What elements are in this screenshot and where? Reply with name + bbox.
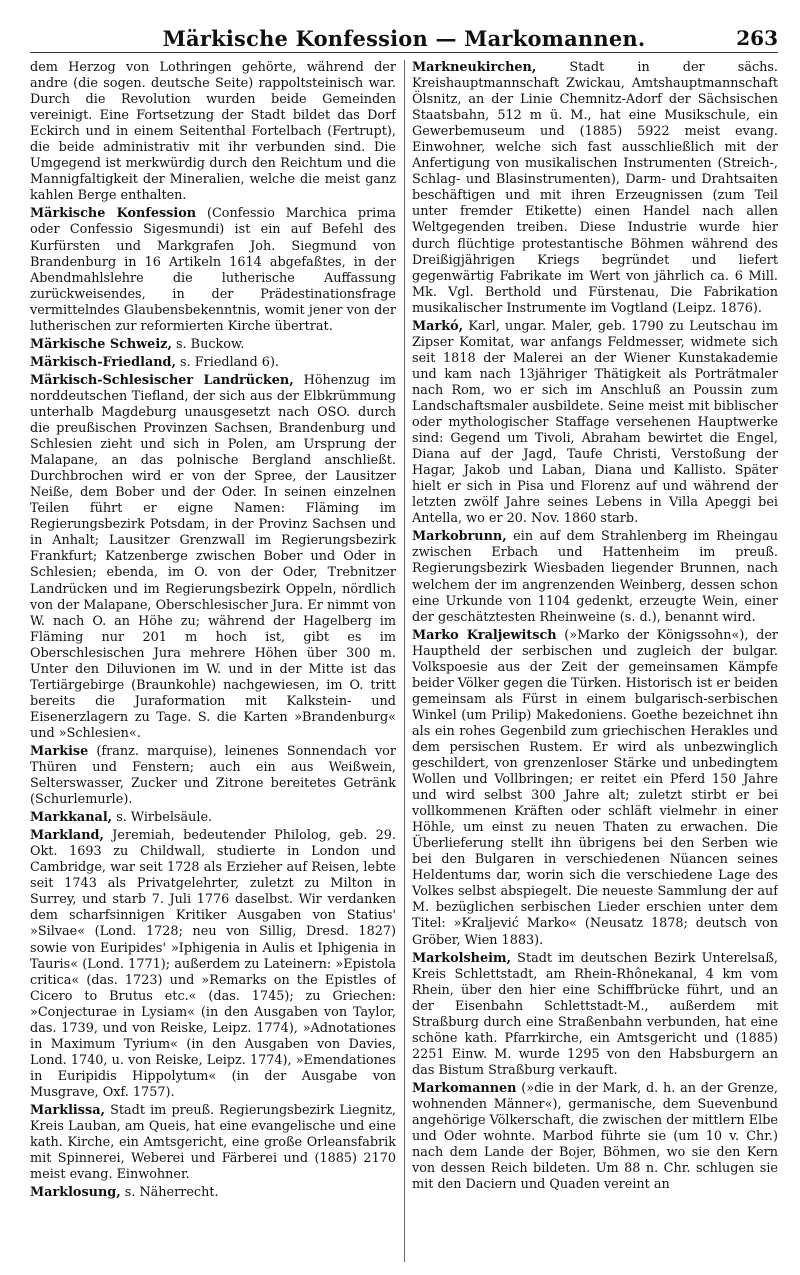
dictionary-entry <box>30 206 396 334</box>
dictionary-entry <box>30 355 396 371</box>
entry-text: Stadt im deutschen Bezirk Unterelsaß, Kreis Schlettstadt, am Rhein-Rhônekanal, 4 km vom Rhein, über den hier eine Schiffbrücke führt, und an der Eisenbahn Schlettstadt-M., außerdem mit Straßburg durch eine Straßenbahn verbunden, hat eine schöne kath. Pfarrkirche, ein Amtsgericht und (1885) 2251 Einw. M. wurde 1295 von den Habsburgern an das Bistum Straßburg verkauft. <box>412 950 778 1078</box>
entry-text: s. Buckow. <box>171 336 245 352</box>
entry-text: (Confessio Marchica prima oder Confessio Sigesmundi) ist ein auf Befehl des Kurfürsten und Markgrafen Joh. Siegmund von Brandenburg in 16 Artikeln 1614 abgefaßtes, in der Abendmahlslehre die lutherische Auffassung zurückweisendes, in der Prädestinationsfrage vermittelndes Glaubensbekenntnis, womit jener von der lutherischen zur reformierten Kirche übertrat. <box>30 206 396 334</box>
entry-text: Stadt in der sächs. Kreishauptmannschaft Zwickau, Amtshauptmannschaft Ölsnitz, an der Linie Chemnitz-Adorf der Sächsischen Staatsbahn, 512 m ü. M., hat eine Musikschule, ein Gewerbemuseum und (1885) 5922 meist evang. Einwohner, welche sich fast ausschließlich mit der Anfertigung von musikalischen Instrumenten (Streich-, Schlag- und Blasinstrumenten), Darm- und Drahtsaiten beschäftigen und mit ihren Erzeugnissen (zum Teil unter fremder Etikette) einen Handel nach allen Weltgegenden treiben. Diese Industrie wurde hier durch flüchtige protestantische Böhmen während des Dreißigjährigen Kriegs begründet und liefert gegenwärtig Fabrikate im Wert von jährlich ca. 6 Mill. Mk. Vgl. Berthold und Fürstenau, Die Fabrikation musikalischer Instrumente im Vogtland (Leipz. 1876). <box>412 60 778 316</box>
dictionary-entry <box>30 1103 396 1183</box>
entry-headword: Markneukirchen, <box>412 60 537 75</box>
page-number: 263 <box>736 26 778 50</box>
entry-text: s. Näherrecht. <box>120 1185 219 1201</box>
entry-headword: Markó, <box>412 318 464 334</box>
dictionary-entry <box>412 60 778 317</box>
entry-headword: Markomannen <box>412 1080 517 1096</box>
entry-text: (»Marko der Königssohn«), der Hauptheld der serbischen und zugleich der bulgar. Volkspoesie aus der Zeit der gemeinsamen Kämpfe beider Völker gegen die Türken. Historisch ist er beiden gemeinsam als Fürst in einem bulgarisch-serbischen Winkel (um Prilip) Makedoniens. Goethe bezeichnet ihn als ein rohes Gegenbild zum griechischen Herakles und dem persischen Rustem. Er wird als unbezwinglich geschildert, von grenzenloser Stärke und unbedingtem Wollen und Vollbringen; er reitet ein Pferd 150 Jahre und wird selbst 300 Jahre alt; zuletzt stirbt er bei vollkommenen Kräften oder schläft vielmehr in einer Höhle, um einst zu neuen Thaten zu erwachen. Die Überlieferung stellt ihn übrigens bei den Serben wie bei den Bulgaren in verschiedenen Nüancen seines Heldentums dar, worin sich die verschiedene Lage des Volkes selbst abspiegelt. Die neueste Sammlung der auf M. bezüglichen serbischen Lieder erschien unter dem Titel: »Kraljević Marko« (Neusatz 1878; deutsch von Gröber, Wien 1883). <box>412 627 778 948</box>
dictionary-entry <box>30 744 396 808</box>
entry-headword: Marklosung, <box>30 1185 121 1201</box>
entry-text: (franz. marquise), leinenes Sonnendach vor Thüren und Fenstern; auch ein aus Weißwein, Selterswasser, Zucker und Zitrone bereitetes Getränk (Schurlemurle). <box>30 743 396 808</box>
entry-headword: Märkische Schweiz, <box>30 336 172 352</box>
entry-text: (»die in der Mark, d. h. an der Grenze, wohnenden Männer«), germanische, dem Suevenbund angehörige Völkerschaft, die zwischen der mittlern Elbe und Oder wohnte. Marbod führte sie (um 10 v. Chr.) nach dem Lande der Bojer, Böhmen, wo sie den Kern von dessen Reich bildeten. Um 88 n. Chr. schlugen sie mit den Daciern und Quaden vereint an <box>412 1080 778 1193</box>
entry-text: Jeremiah, bedeutender Philolog, geb. 29. Okt. 1693 zu Childwall, studierte in London und Cambridge, war seit 1728 als Erzieher auf Reisen, lebte seit 1743 als Privatgelehrter, zuletzt zu Milton in Surrey, und starb 7. Juli 1776 daselbst. Wir verdanken dem scharfsinnigen Kritiker Ausgaben von Statius' »Silvae« (Lond. 1728; neu von Sillig, Dresd. 1827) sowie von Euripides' »Iphigenia in Aulis et Iphigenia in Tauris« (Lond. 1771); außerdem zu Lateinern: »Epistola critica« (das. 1723) und »Remarks on the Epistles of Cicero to Brutus etc.« (das. 1745); zu Griechen: »Conjecturae in Lysiam« (in den Ausgaben von Taylor, das. 1739, und von Reiske, Leipz. 1774), »Adnotationes in Maximum Tyrium« (in den Ausgaben von Davies, Lond. 1740, u. von Reiske, Leipz. 1774), »Emendationes in Euripidis Hippolytum« (in der Ausgabe von Musgrave, Oxf. 1757). <box>30 828 396 1100</box>
dictionary-entry <box>30 828 396 1101</box>
dictionary-entry <box>30 337 396 353</box>
dictionary-entry <box>30 810 396 826</box>
entry-text: Höhenzug im norddeutschen Tiefland, der sich aus der Elbkrümmung unterhalb Magdeburg unausgesetzt nach OSO. durch die preußischen Provinzen Sachsen, Brandenburg und Schlesien zieht und sich in Polen, am Ursprung der Malapane, an das polnische Bergland anschließt. Durchbrochen wird er von der Spree, der Lausitzer Neiße, dem Bober und der Oder. In seinen einzelnen Teilen führt er eigne Namen: Fläming im Regierungsbezirk Potsdam, in der Provinz Sachsen und in Anhalt; Lausitzer Grenzwall im Regierungsbezirk Frankfurt; Katzenberge zwischen Bober und Oder in Schlesien; ebenda, im O. von der Oder, Trebnitzer Landrücken und im Regierungsbezirk Oppeln, nördlich von der Malapane, Oberschlesischer Jura. Er nimmt von W. nach O. an Höhe zu; während der Hagelberg im Fläming nur 201 m hoch ist, gibt es im Oberschlesischen Jura mehrere Höhen über 300 m. Unter den Diluvionen im W. und in der Mitte ist das Tertiärgebirge (Braunkohle) nachgewiesen, im O. tritt bereits die Juraformation mit Kalkstein- und Eisenerzlagern zu Tage. S. die Karten »Brandenburg« und »Schlesien«. <box>30 372 396 741</box>
text-columns <box>30 60 778 1262</box>
entry-headword: Marko Kraljewitsch <box>412 627 557 643</box>
entry-text: s. Wirbelsäule. <box>112 810 213 826</box>
entry-headword: Markolsheim, <box>412 950 511 966</box>
dictionary-entry <box>412 628 778 949</box>
dictionary-entry <box>30 60 396 204</box>
dictionary-entry <box>30 373 396 742</box>
entry-text: dem Herzog von Lothringen gehörte, während der andre (die sogen. deutsche Seite) rappoltsteinisch war. Durch die Revolution wurden beide Gemeinden vereinigt. Eine Fortsetzung der Stadt bildet das Dorf Eckirch und in einem Seitenthal Fortelbach (Fertrupt), die beide administrativ mit ihr verbunden sind. Die Umgegend ist merkwürdig durch den Reichtum und die Mannigfaltigkeit der Mineralien, welche die meist ganz kahlen Berge enthalten. <box>30 60 396 204</box>
entry-text: s. Friedland 6). <box>175 354 280 370</box>
dictionary-page <box>30 22 778 1262</box>
entry-headword: Marklissa, <box>30 1103 105 1118</box>
dictionary-entry <box>412 1081 778 1193</box>
dictionary-entry <box>412 529 778 625</box>
page-header <box>30 22 778 53</box>
dictionary-entry <box>412 319 778 528</box>
entry-headword: Markland, <box>30 828 104 844</box>
right-column <box>412 60 778 1262</box>
dictionary-entry <box>30 1185 396 1201</box>
entry-headword: Markise <box>30 743 89 759</box>
entry-headword: Markobrunn, <box>412 529 507 545</box>
entry-headword: Märkisch-Friedland, <box>30 354 176 370</box>
entry-headword: Märkische Konfession <box>30 206 197 222</box>
entry-text: Stadt im preuß. Regierungsbezirk Liegnitz, Kreis Lauban, am Queis, hat eine evangelische und eine kath. Kirche, ein Amtsgericht, eine große Orleansfabrik mit Spinnerei, Weberei und Färberei und (1885) 2170 meist evang. Einwohner. <box>30 1103 396 1183</box>
entry-text: ein auf dem Strahlenberg im Rheingau zwischen Erbach und Hattenheim im preuß. Regierungsbezirk Wiesbaden liegender Brunnen, nach welchem der im angrenzenden Weinberg, dessen schon eine Urkunde von 1104 gedenkt, erzeugte Wein, einer der geschätztesten Rheinweine (s. d.), benannt wird. <box>412 529 778 625</box>
running-title: Märkische Konfession — Markomannen. <box>162 26 646 51</box>
entry-headword: Märkisch-Schlesischer Landrücken, <box>30 372 294 388</box>
entry-headword: Markkanal, <box>30 810 113 826</box>
dictionary-entry <box>412 951 778 1079</box>
left-column <box>30 60 396 1262</box>
column-divider <box>404 60 405 1262</box>
entry-text: Karl, ungar. Maler, geb. 1790 zu Leutschau im Zipser Komitat, war anfangs Feldmesser, widmete sich seit 1818 der Malerei an der Wiener Kunstakademie und kam nach 13jähriger Thätigkeit als Porträtmaler nach Rom, wo er sich im Anschluß an Poussin zum Landschaftsmaler ausbildete. Seine meist mit biblischer oder mythologischer Staffage versehenen Hauptwerke sind: Gegend um Tivoli, Abraham bewirtet die Engel, Diana auf der Jagd, Taufe Christi, Verstoßung der Hagar, Jakob und Laban, Diana und Kallisto. Später hielt er sich in Pisa und Florenz auf und während der letzten zwölf Jahre seines Lebens in Villa Apeggi bei Antella, wo er 20. Nov. 1860 starb. <box>412 318 778 527</box>
